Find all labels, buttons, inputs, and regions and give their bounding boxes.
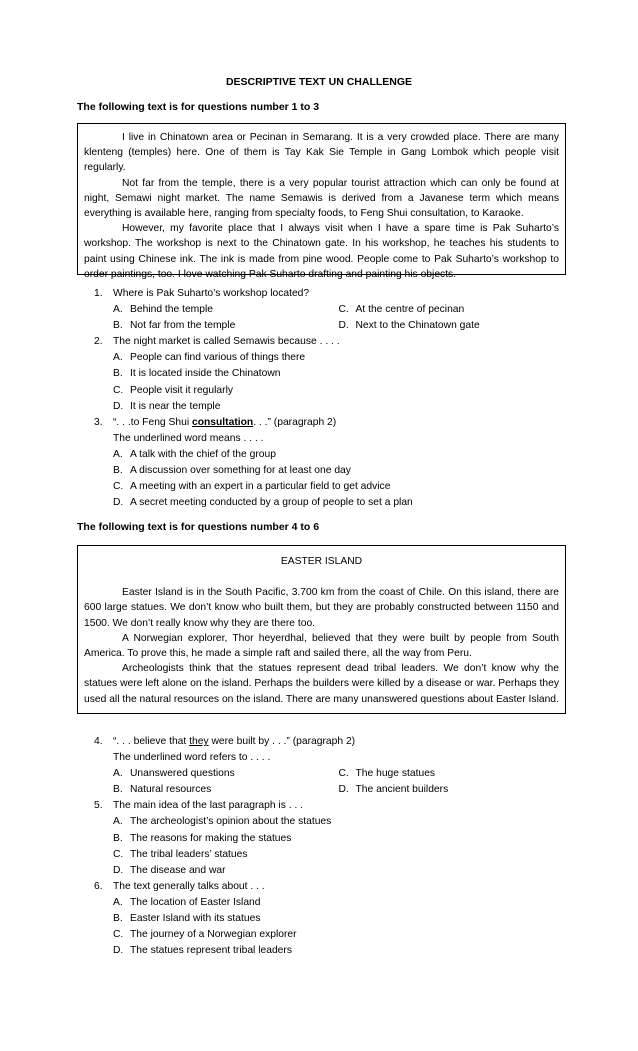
option-d[interactable]: D. Next to the Chinatown gate	[338, 320, 480, 332]
option-c[interactable]: C. The huge statues	[338, 768, 436, 780]
question-5	[94, 798, 564, 878]
option-d[interactable]: D. It is near the temple	[113, 400, 221, 412]
question-number: 2.	[94, 336, 103, 348]
page-title: DESCRIPTIVE TEXT UN CHALLENGE	[225, 76, 413, 88]
option-b[interactable]: B. Natural resources	[113, 784, 212, 796]
option-c[interactable]: C. The journey of a Norwegian explorer	[113, 929, 297, 941]
text-heading: EASTER ISLAND	[280, 556, 363, 567]
section2-intro: The following text is for questions number 4 to 6	[77, 521, 320, 533]
question-1	[94, 286, 564, 334]
option-a[interactable]: A. People can find various of things there	[113, 352, 306, 364]
chinatown-text-box	[77, 123, 566, 280]
questions-4-6	[94, 734, 564, 959]
question-6	[94, 879, 564, 959]
question-number: 6.	[94, 880, 103, 892]
question-3	[94, 415, 564, 512]
option-d[interactable]: D. The disease and war	[113, 864, 226, 876]
question-number: 4.	[94, 736, 103, 747]
question-2	[94, 334, 564, 414]
question-text: The main idea of the last paragraph is . . .	[113, 800, 304, 812]
option-c[interactable]: C. A meeting with an expert in a particular field to get advice	[113, 481, 391, 493]
option-b[interactable]: B. The reasons for making the statues	[113, 832, 292, 844]
option-b[interactable]: B. Easter Island with its statues	[113, 913, 261, 925]
chinatown-paragraph-3: However, my favorite place that I always visit when I have a spare time is Pak Suharto’s workshop. The workshop is next to the Chinatown gate. In his workshop, he teaches his students to paint using Chinese ink. The ink is made from pine wood. People come to Pak Suharto’s workshop to order paintings, too. I love watching Pak Suharto drafting and painting his objects.	[84, 223, 559, 280]
option-a[interactable]: A. Behind the temple	[113, 304, 214, 316]
option-c[interactable]: C. People visit it regularly	[113, 384, 234, 396]
option-d[interactable]: D. The ancient builders	[338, 784, 449, 796]
easter-paragraph-1: Easter Island is in the South Pacific, 3.700 km from the coast of Chile. On this island, there are 600 large statues. We don’t know who built them, but they are probably constructed between 1150 and 1500. We don’t really know why they are there too.	[84, 587, 559, 629]
easter-paragraph-3: Archeologists think that the statues represent dead tribal leaders. We don’t know why the statues were left alone on the island. Perhaps the builders were killed by a disease or war. Perhaps they used all the natural resources on the island. There are many unanswered questions about Easter Island.	[84, 663, 559, 705]
underlined-word: consultation	[191, 416, 254, 428]
question-text: The text generally talks about . . .	[113, 880, 265, 892]
section1-intro: The following text is for questions number 1 to 3	[77, 101, 320, 113]
option-a[interactable]: A. The archeologist’s opinion about the statues	[113, 816, 332, 828]
underlined-word: they	[189, 736, 209, 747]
question-text: “. . .to Feng Shui consultation. . .” (paragraph 2)	[113, 416, 337, 428]
question-number: 3.	[94, 416, 103, 428]
easter-paragraph-2: A Norwegian explorer, Thor heyerdhal, believed that they were built by people from South America. To prove this, he made a simple raft and sailed there, all the way from Peru.	[84, 632, 559, 660]
option-c[interactable]: C. At the centre of pecinan	[338, 304, 465, 316]
option-a[interactable]: A. The location of Easter Island	[113, 896, 261, 908]
question-text: The night market is called Semawis because . . . .	[113, 336, 340, 348]
questions-1-3	[94, 286, 564, 511]
easter-island-text-box	[77, 545, 566, 714]
question-subtext: The underlined word refers to . . . .	[113, 752, 271, 764]
question-text: “. . . believe that they were built by . . .” (paragraph 2)	[113, 736, 356, 747]
question-text: Where is Pak Suharto’s workshop located?	[113, 288, 310, 299]
chinatown-paragraph-1: I live in Chinatown area or Pecinan in Semarang. It is a very crowded place. There are many klenteng (temples) here. One of them is Tay Kak Sie Temple in Gang Lombok which people visit regularly.	[84, 132, 559, 174]
option-b[interactable]: B. It is located inside the Chinatown	[113, 368, 281, 380]
option-c[interactable]: C. The tribal leaders’ statues	[113, 848, 248, 860]
option-a[interactable]: A. A talk with the chief of the group	[113, 448, 276, 460]
question-number: 5.	[94, 800, 103, 812]
option-b[interactable]: B. Not far from the temple	[113, 320, 236, 332]
question-4	[94, 734, 564, 798]
question-subtext: The underlined word means . . . .	[113, 432, 264, 444]
chinatown-paragraph-2: Not far from the temple, there is a very popular tourist attraction which can only be found at night, Semawi night market. The name Semawis is derived from a Javanese term which means everything is available here, ranging from specialty foods, to Feng Shui consultation, to Karaoke.	[84, 177, 559, 220]
option-b[interactable]: B. A discussion over something for at least one day	[113, 465, 351, 477]
question-number: 1.	[94, 288, 103, 299]
option-d[interactable]: D. The statues represent tribal leaders	[113, 945, 292, 957]
option-a[interactable]: A. Unanswered questions	[113, 768, 235, 780]
option-d[interactable]: D. A secret meeting conducted by a group of people to set a plan	[113, 497, 413, 509]
